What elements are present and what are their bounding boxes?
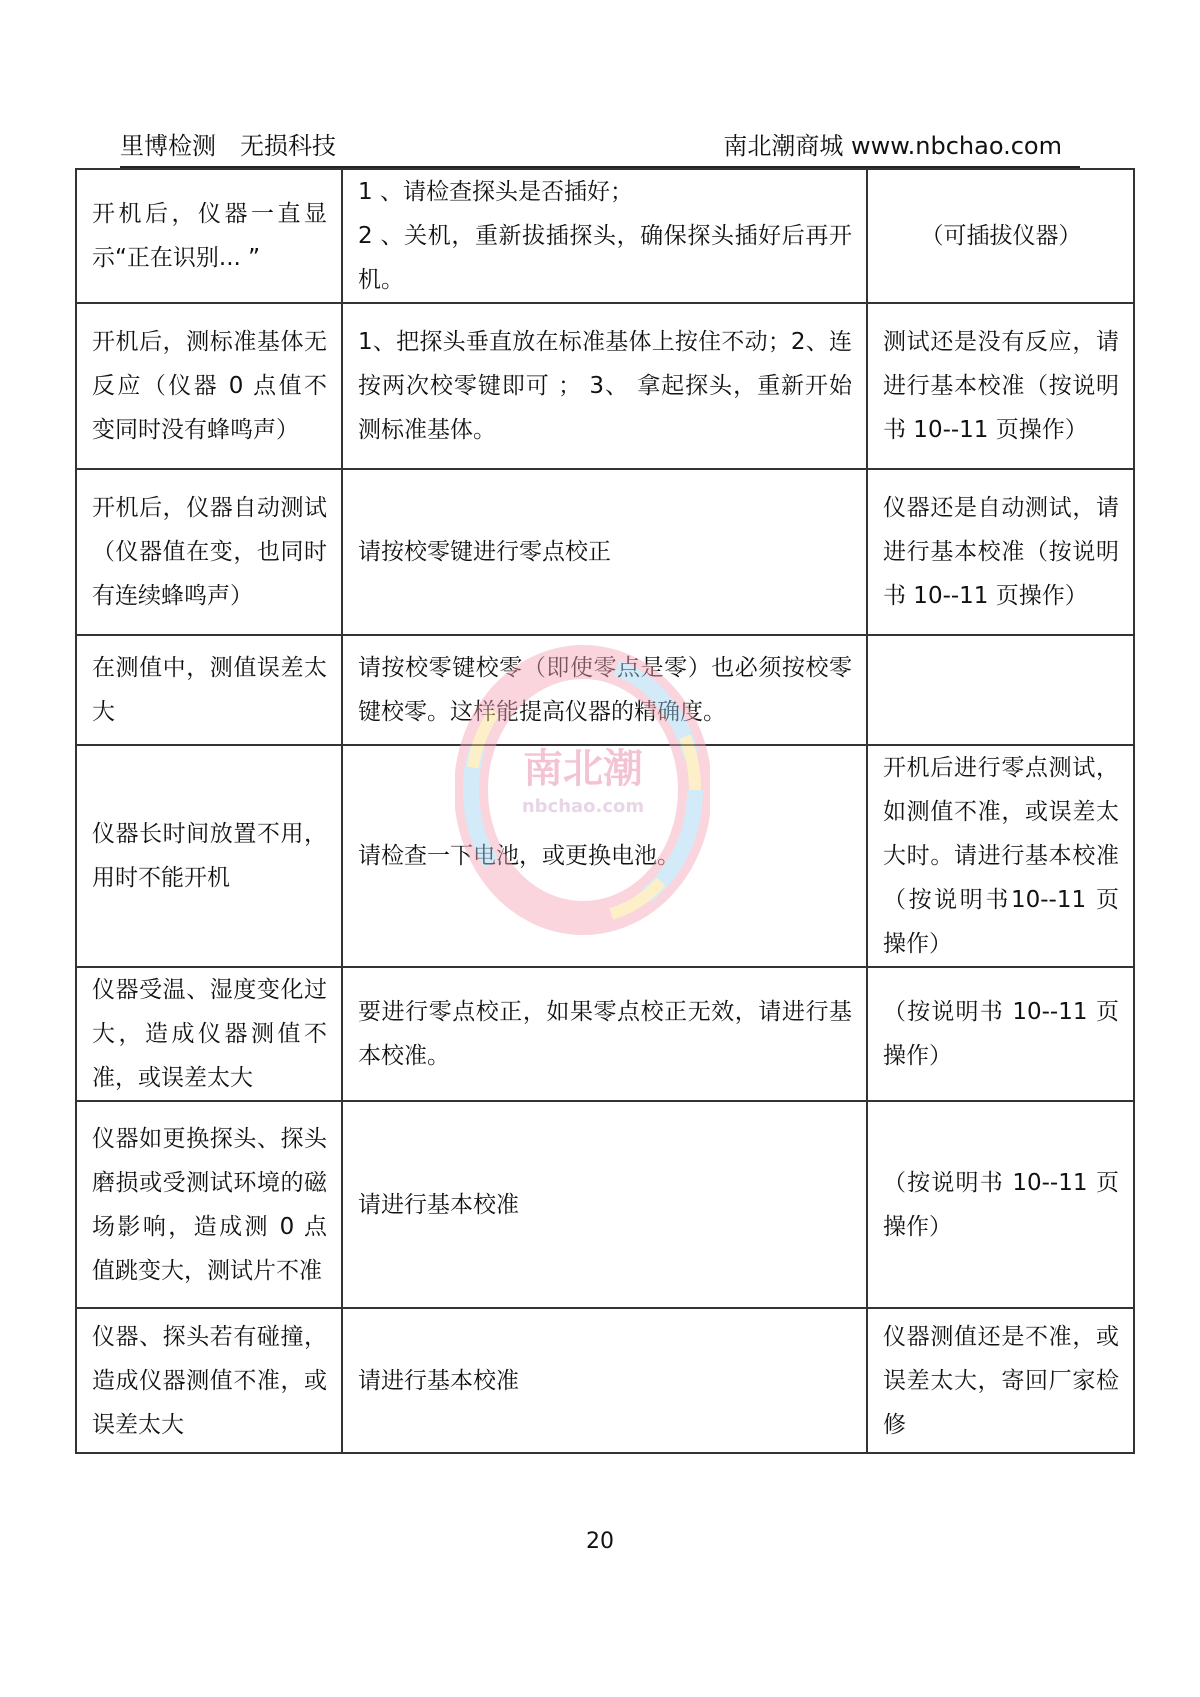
note-cell <box>867 635 1134 745</box>
solution-cell: 请按校零键校零（即使零点是零）也必须按校零键校零。这样能提高仪器的精确度。 <box>342 635 867 745</box>
note-cell: （按说明书 10--11 页操作） <box>867 967 1134 1101</box>
table-row <box>76 635 1134 745</box>
solution-cell: 请按校零键进行零点校正 <box>342 469 867 635</box>
issue-cell: 仪器长时间放置不用，用时不能开机 <box>76 745 342 967</box>
note-cell: （可插拔仪器） <box>867 169 1134 303</box>
solution-line: 2 、关机，重新拔插探头，确保探头插好后再开机。 <box>358 223 852 293</box>
watermark-text-cn: 南北潮 <box>523 746 643 792</box>
issue-cell: 仪器、探头若有碰撞，造成仪器测值不准，或误差太大 <box>76 1308 342 1453</box>
watermark-text-en: nbchao.com <box>521 796 645 817</box>
table-row <box>76 1308 1134 1453</box>
page-header <box>120 126 1080 168</box>
solution-cell: 1、把探头垂直放在标准基体上按住不动；2、连按两次校零键即可 ； 3、 拿起探头，重新开始测标准基体。 <box>342 303 867 469</box>
table-row <box>76 1101 1134 1308</box>
note-cell: 仪器测值还是不准，或误差太大，寄回厂家检修 <box>867 1308 1134 1453</box>
solution-cell: 请检查一下电池，或更换电池。 <box>342 745 867 967</box>
issue-cell: 开机后，仪器一直显示“正在识别... ” <box>76 169 342 303</box>
issue-cell: 开机后，仪器自动测试（仪器值在变，也同时有连续蜂鸣声） <box>76 469 342 635</box>
issue-cell: 在测值中，测值误差太大 <box>76 635 342 745</box>
header-left-text: 里博检测 无损科技 <box>120 132 336 160</box>
note-cell: （按说明书 10--11 页操作） <box>867 1101 1134 1308</box>
note-cell: 仪器还是自动测试，请进行基本校准（按说明书 10--11 页操作） <box>867 469 1134 635</box>
solution-line: 1 、请检查探头是否插好； <box>358 179 633 205</box>
solution-cell: 请进行基本校准 <box>342 1101 867 1308</box>
solution-cell: 请进行基本校准 <box>342 1308 867 1453</box>
table-row <box>76 303 1134 469</box>
table-row <box>76 745 1134 967</box>
issue-cell: 仪器受温、湿度变化过大，造成仪器测值不准，或误差太大 <box>76 967 342 1101</box>
note-cell: 开机后进行零点测试，如测值不准，或误差太大时。请进行基本校准（按说明书10--11 页操作） <box>867 745 1134 967</box>
solution-cell: 要进行零点校正，如果零点校正无效，请进行基本校准。 <box>342 967 867 1101</box>
issue-cell: 仪器如更换探头、探头磨损或受测试环境的磁场影响，造成测 0 点值跳变大，测试片不准 <box>76 1101 342 1308</box>
table-row <box>76 469 1134 635</box>
page-number: 20 <box>586 1529 614 1554</box>
table-row <box>76 169 1134 303</box>
issue-cell: 开机后，测标准基体无反应（仪器 0 点值不变同时没有蜂鸣声） <box>76 303 342 469</box>
troubleshooting-table <box>75 168 1135 1454</box>
table-row <box>76 967 1134 1101</box>
solution-cell <box>342 169 867 303</box>
note-cell: 测试还是没有反应，请进行基本校准（按说明书 10--11 页操作） <box>867 303 1134 469</box>
header-right-text: 南北潮商城 www.nbchao.com <box>723 132 1062 160</box>
